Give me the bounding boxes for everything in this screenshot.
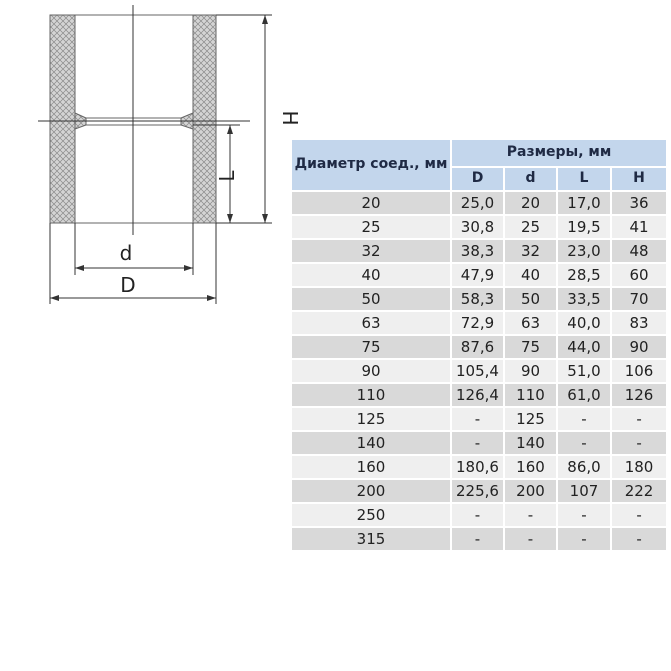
table-cell: 40 [292,264,452,288]
header-diameter: Диаметр соед., мм [292,140,452,192]
dimension-h-label: H [278,110,302,126]
table-cell: 40,0 [558,312,612,336]
table-body [292,192,666,552]
table-cell: 44,0 [558,336,612,360]
table-cell: 63 [292,312,452,336]
table-cell: 106 [612,360,666,384]
table-cell: 86,0 [558,456,612,480]
table-cell: - [452,504,505,528]
table-cell: 83 [612,312,666,336]
table-cell: 110 [505,384,558,408]
table-cell: - [558,408,612,432]
table-cell: 36 [612,192,666,216]
left-wall-section [50,15,75,223]
table-cell: 51,0 [558,360,612,384]
header-col-H: H [612,168,666,192]
table-cell: 32 [292,240,452,264]
table-cell: 225,6 [452,480,505,504]
table-cell: 58,3 [452,288,505,312]
table-cell: - [612,432,666,456]
table-row [292,384,666,408]
table-row [292,288,666,312]
table-cell: 125 [505,408,558,432]
table-cell: - [452,432,505,456]
table-cell: 48 [612,240,666,264]
table-row [292,216,666,240]
table-cell: 90 [505,360,558,384]
right-wall-section [193,15,216,223]
table-cell: 63 [505,312,558,336]
table-cell: 20 [505,192,558,216]
table-row [292,312,666,336]
header-col-d: d [505,168,558,192]
table-cell: - [558,504,612,528]
table-cell: - [612,408,666,432]
table-cell: 20 [292,192,452,216]
table-cell: - [558,528,612,552]
table-cell: 75 [292,336,452,360]
table-cell: 222 [612,480,666,504]
table-cell: 28,5 [558,264,612,288]
dimension-l-label: L [215,170,239,182]
header-col-L: L [558,168,612,192]
table-row [292,456,666,480]
table-cell: 180 [612,456,666,480]
table-row [292,240,666,264]
table-cell: - [612,528,666,552]
table-row [292,408,666,432]
table-row [292,528,666,552]
table-cell: 30,8 [452,216,505,240]
table-cell: 107 [558,480,612,504]
table-cell: 160 [292,456,452,480]
table-row [292,360,666,384]
table-cell: 126 [612,384,666,408]
table-cell: 70 [612,288,666,312]
table-cell: 41 [612,216,666,240]
table-cell: 25 [505,216,558,240]
table-cell: 140 [292,432,452,456]
table-cell: 61,0 [558,384,612,408]
table-cell: - [452,528,505,552]
table-cell: 126,4 [452,384,505,408]
table-cell: 72,9 [452,312,505,336]
table-cell: 160 [505,456,558,480]
coupling-drawing [0,0,302,320]
table-row [292,432,666,456]
table-cell: 250 [292,504,452,528]
table-cell: 200 [505,480,558,504]
table-cell: 25 [292,216,452,240]
table-cell: 105,4 [452,360,505,384]
table-cell: 110 [292,384,452,408]
table-cell: - [558,432,612,456]
table-cell: 90 [612,336,666,360]
table-row [292,264,666,288]
header-sizes: Размеры, мм [452,140,666,168]
table-row [292,192,666,216]
table-row [292,480,666,504]
table-cell: 17,0 [558,192,612,216]
table-cell: - [505,528,558,552]
table-cell: - [452,408,505,432]
table-cell: 33,5 [558,288,612,312]
table-cell: 315 [292,528,452,552]
dimension-D-label: D [120,273,136,297]
table-cell: 75 [505,336,558,360]
table-cell: 180,6 [452,456,505,480]
table-cell: 40 [505,264,558,288]
table-row [292,504,666,528]
table-cell: 19,5 [558,216,612,240]
table-cell: 38,3 [452,240,505,264]
table-cell: 140 [505,432,558,456]
table-cell: 87,6 [452,336,505,360]
table-cell: - [612,504,666,528]
table-cell: 125 [292,408,452,432]
table-cell: 47,9 [452,264,505,288]
table-cell: 32 [505,240,558,264]
table-cell: 90 [292,360,452,384]
dimensions-table [292,140,666,552]
table-cell: 25,0 [452,192,505,216]
header-col-D: D [452,168,505,192]
table-cell: - [505,504,558,528]
table-cell: 50 [505,288,558,312]
table-row [292,336,666,360]
dimension-d-label: d [119,241,133,265]
table-cell: 60 [612,264,666,288]
table-cell: 200 [292,480,452,504]
table-cell: 50 [292,288,452,312]
table-cell: 23,0 [558,240,612,264]
